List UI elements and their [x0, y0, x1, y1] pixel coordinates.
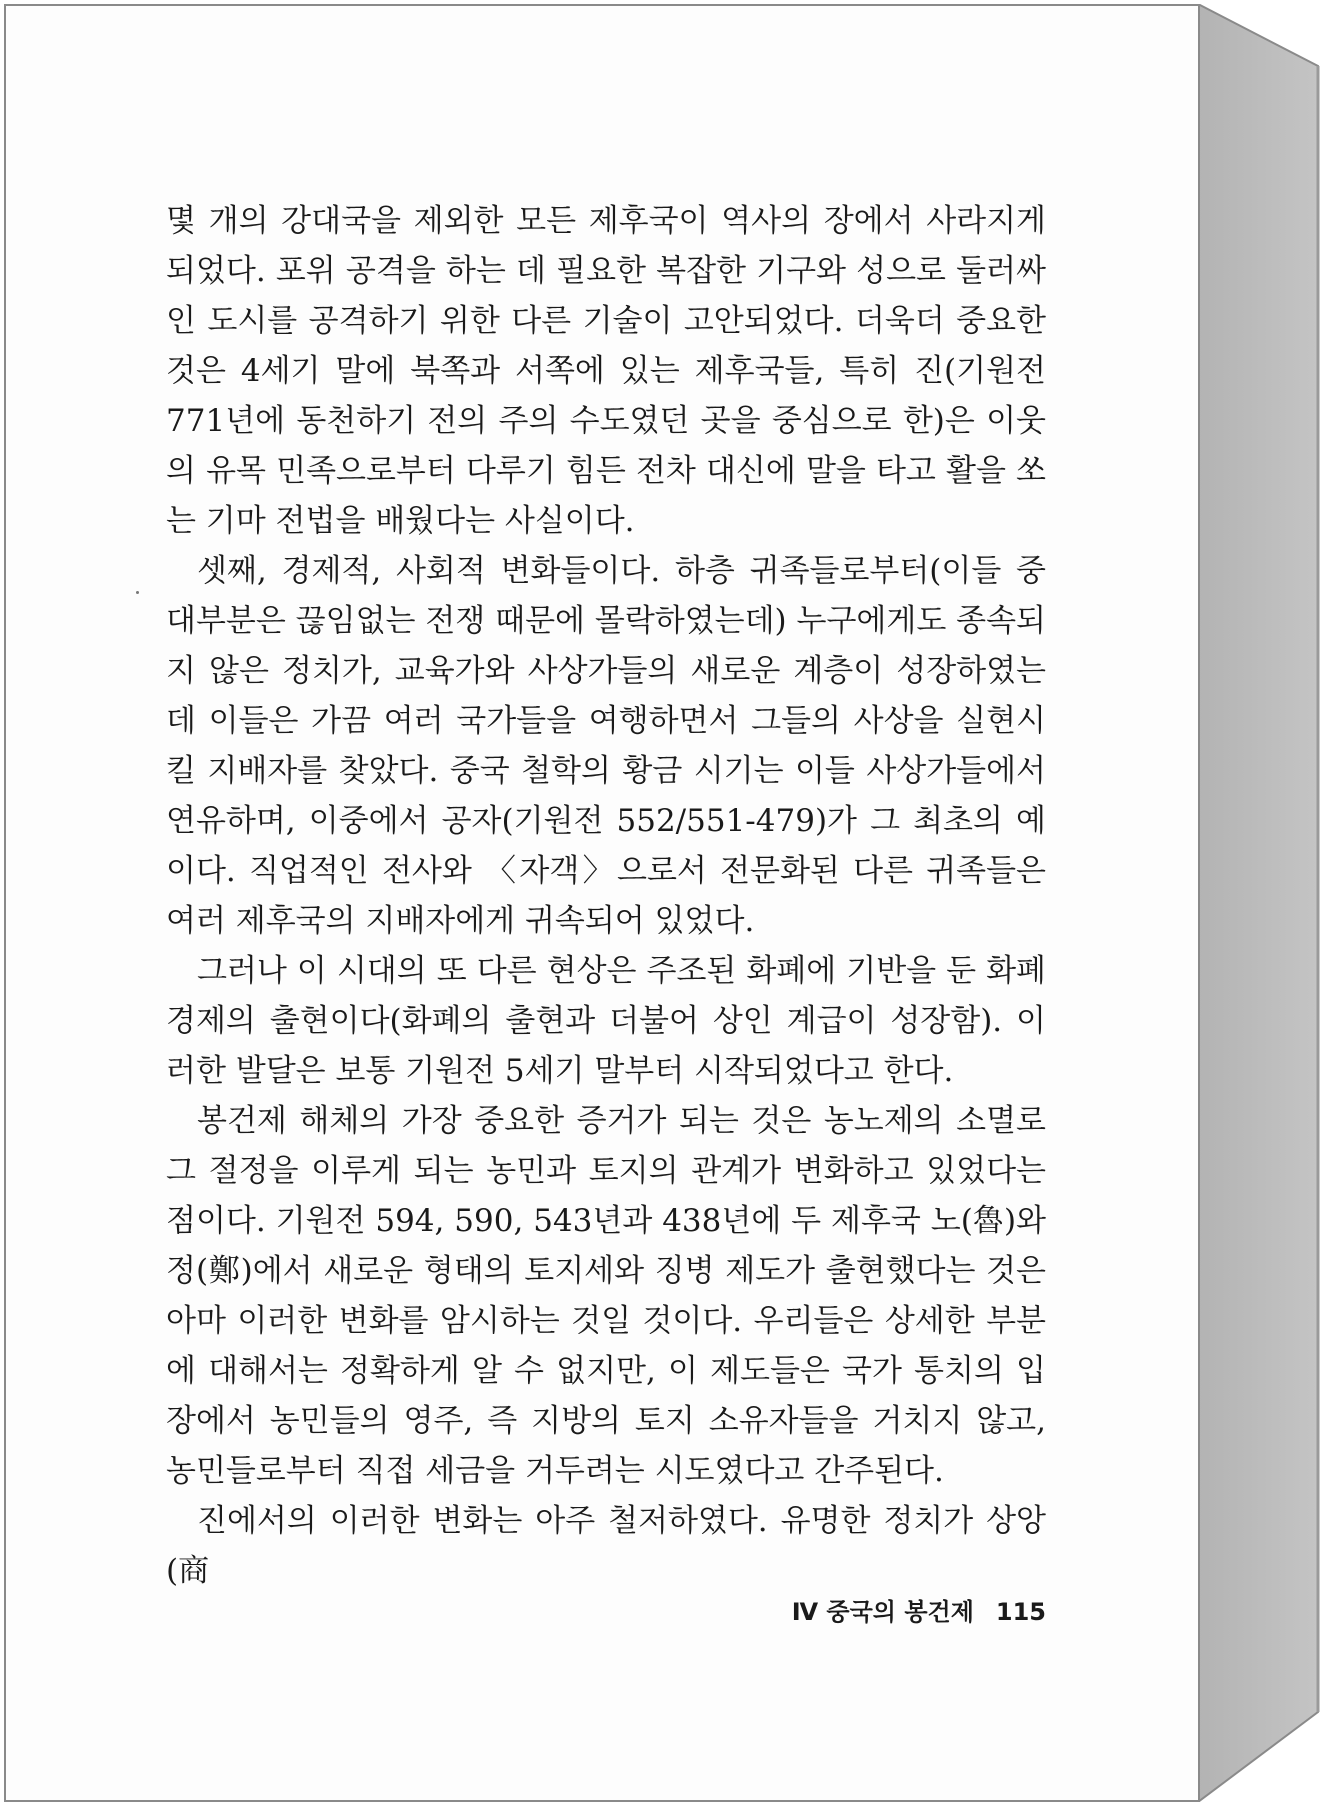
page-stack-edge [1198, 4, 1323, 1802]
paragraph-2: 셋째, 경제적, 사회적 변화들이다. 하층 귀족들로부터(이들 중 대부분은 끊임없는 전쟁 때문에 몰락하였는데) 누구에게도 종속되지 않은 정치가, 교육가와 사상가들의 새로운 계층이 성장하였는데 이들은 가끔 여러 국가들을 여행하면서 그들의 사상을 실현시킬 지배자를 찾았다. 중국 철학의 황금 시기는 이들 사상가들에서 연유하며, 이중에서 공자(기원전 552/551-479)가 그 최초의 예이다. 직업적인 전사와 〈자객〉으로서 전문화된 다른 귀족들은 여러 제후국의 지배자에게 귀속되어 있었다. [166, 553, 1046, 939]
page-number: 115 [995, 1598, 1046, 1626]
scan-speck [136, 591, 139, 594]
chapter-title: Ⅳ 중국의 봉건제 [791, 1598, 974, 1626]
body-text [166, 196, 1046, 1596]
paragraph-1: 몇 개의 강대국을 제외한 모든 제후국이 역사의 장에서 사라지게 되었다. 포위 공격을 하는 데 필요한 복잡한 기구와 성으로 둘러싸인 도시를 공격하기 위한 다른 기술이 고안되었다. 더욱더 중요한 것은 4세기 말에 북쪽과 서쪽에 있는 제후국들, 특히 진(기원전 771년에 동천하기 전의 주의 수도였던 곳을 중심으로 한)은 이웃의 유목 민족으로부터 다루기 힘든 전차 대신에 말을 타고 활을 쏘는 기마 전법을 배웠다는 사실이다. [166, 203, 1046, 539]
paragraph-3: 그러나 이 시대의 또 다른 현상은 주조된 화폐에 기반을 둔 화폐경제의 출현이다(화폐의 출현과 더불어 상인 계급이 성장함). 이러한 발달은 보통 기원전 5세기 말부터 시작되었다고 한다. [166, 953, 1046, 1089]
page-footer [760, 1592, 1046, 1627]
paragraph-4: 봉건제 해체의 가장 중요한 증거가 되는 것은 농노제의 소멸로 그 절정을 이루게 되는 농민과 토지의 관계가 변화하고 있었다는 점이다. 기원전 594, 590, 543년과 438년에 두 제후국 노(魯)와 정(鄭)에서 새로운 형태의 토지세와 징병 제도가 출현했다는 것은 아마 이러한 변화를 암시하는 것일 것이다. 우리들은 상세한 부분에 대해서는 정확하게 알 수 없지만, 이 제도들은 국가 통치의 입장에서 농민들의 영주, 즉 지방의 토지 소유자들을 거치지 않고, 농민들로부터 직접 세금을 거두려는 시도였다고 간주된다. [166, 1103, 1046, 1489]
paragraph-5: 진에서의 이러한 변화는 아주 철저하였다. 유명한 정치가 상앙(商 [166, 1503, 1046, 1589]
